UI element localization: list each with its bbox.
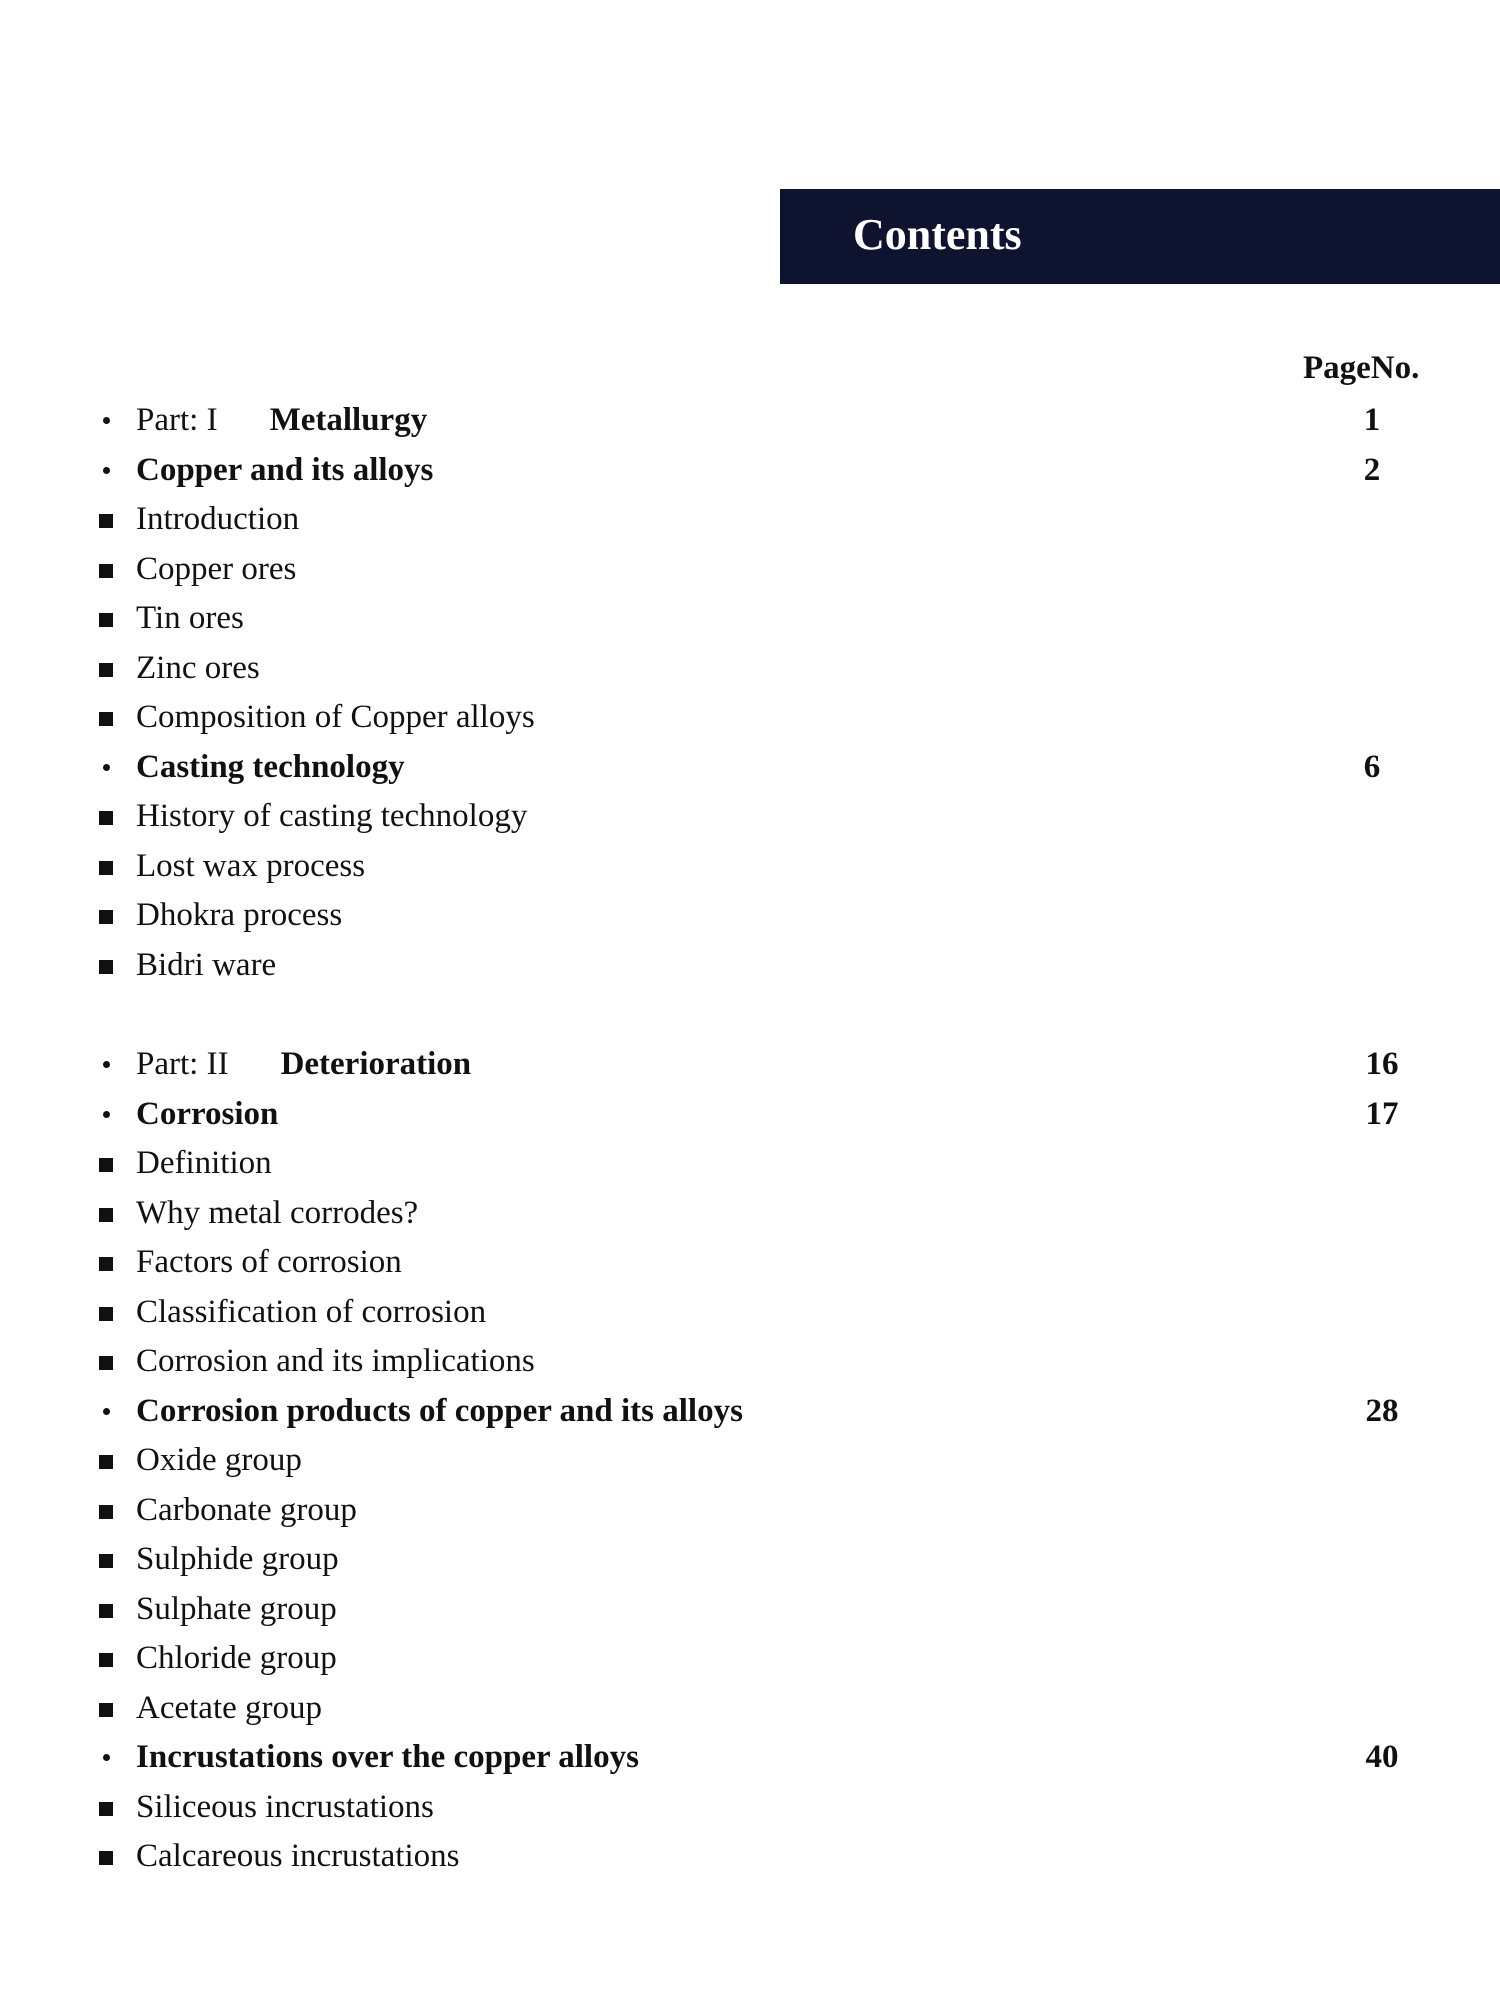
toc-entry-section [0,794,1500,838]
section-title: Dhokra process [136,897,343,933]
section-title: Introduction [136,501,300,537]
bullet-square-icon [96,1339,116,1383]
part-title: Deterioration [280,1046,472,1082]
toc-entry-section [0,1438,1500,1482]
toc-entry-section [0,893,1500,937]
bullet-square-icon [96,1438,116,1482]
chapter-title: Copper and its alloys [136,452,434,488]
section-title: Classification of corrosion [136,1294,487,1330]
page-number: 28 [1365,1393,1399,1429]
toc-entry-part [0,398,1500,442]
toc-entry-section [0,547,1500,591]
bullet-dot-icon [96,1092,116,1136]
toc-entry-section [0,1587,1500,1631]
page-number: 1 [1363,402,1381,438]
chapter-title: Casting technology [136,749,405,785]
section-title: Copper ores [136,551,297,587]
section-title: Siliceous incrustations [136,1789,434,1825]
toc-entry-section [0,695,1500,739]
toc-entry-section [0,1537,1500,1581]
bullet-dot-icon [96,745,116,789]
bullet-dot-icon [96,448,116,492]
toc-entry-section [0,1290,1500,1334]
chapter-title: Corrosion products of copper and its alloys [136,1393,743,1429]
bullet-dot-icon [96,1389,116,1433]
toc-entry-section [0,1686,1500,1730]
toc-entry-section [0,497,1500,541]
part-label: Part: I [136,402,218,438]
bullet-square-icon [96,1191,116,1235]
part-title: Metallurgy [269,402,428,438]
bullet-square-icon [96,1636,116,1680]
section-title: Oxide group [136,1442,302,1478]
bullet-square-icon [96,695,116,739]
section-title: Sulphate group [136,1591,337,1627]
page-title: Contents [853,210,1022,259]
toc-entry-section [0,943,1500,987]
bullet-square-icon [96,1537,116,1581]
section-title: Lost wax process [136,848,366,884]
toc-entry-section [0,596,1500,640]
section-title: Composition of Copper alloys [136,699,535,735]
part-heading [136,400,427,440]
bullet-square-icon [96,844,116,888]
section-title: Why metal corrodes? [136,1195,419,1231]
page-number: 16 [1365,1046,1399,1082]
toc-entry-part [0,1042,1500,1086]
section-title: Acetate group [136,1690,322,1726]
toc-entry-section [0,1191,1500,1235]
bullet-square-icon [96,1488,116,1532]
section-title: Corrosion and its implications [136,1343,535,1379]
toc-entry-section [0,844,1500,888]
part-label: Part: II [136,1046,229,1082]
section-title: Tin ores [136,600,244,636]
section-title: Zinc ores [136,650,260,686]
toc-entry-section [0,1141,1500,1185]
page-number-column-heading: PageNo. [1303,350,1420,386]
section-title: Definition [136,1145,272,1181]
bullet-dot-icon [96,1735,116,1779]
toc-entry-chapter [0,745,1500,789]
toc-entry-chapter [0,448,1500,492]
section-title: Calcareous incrustations [136,1838,460,1874]
bullet-square-icon [96,1290,116,1334]
toc-entry-section [0,1834,1500,1878]
section-title: Factors of corrosion [136,1244,402,1280]
bullet-square-icon [96,1686,116,1730]
bullet-square-icon [96,547,116,591]
bullet-square-icon [96,1587,116,1631]
bullet-square-icon [96,596,116,640]
section-title: Bidri ware [136,947,277,983]
toc-entry-section [0,1785,1500,1829]
bullet-square-icon [96,1240,116,1284]
bullet-square-icon [96,1834,116,1878]
toc-entry-section [0,1240,1500,1284]
section-title: History of casting technology [136,798,528,834]
page-number: 40 [1365,1739,1399,1775]
bullet-square-icon [96,1785,116,1829]
page-number: 17 [1365,1096,1399,1132]
toc-entry-section [0,1636,1500,1680]
bullet-dot-icon [96,398,116,442]
toc-entry-section [0,1339,1500,1383]
page-number: 6 [1363,749,1381,785]
bullet-square-icon [96,943,116,987]
toc-entry-chapter [0,1389,1500,1433]
toc-entry-chapter [0,1092,1500,1136]
bullet-square-icon [96,497,116,541]
chapter-title: Incrustations over the copper alloys [136,1739,639,1775]
chapter-title: Corrosion [136,1096,279,1132]
bullet-square-icon [96,1141,116,1185]
section-title: Carbonate group [136,1492,357,1528]
bullet-square-icon [96,646,116,690]
toc-entry-chapter [0,1735,1500,1779]
bullet-square-icon [96,893,116,937]
page-number: 2 [1363,452,1381,488]
toc-entry-section [0,1488,1500,1532]
bullet-dot-icon [96,1042,116,1086]
part-heading [136,1044,471,1084]
toc-entry-section [0,646,1500,690]
section-title: Chloride group [136,1640,337,1676]
bullet-square-icon [96,794,116,838]
section-title: Sulphide group [136,1541,339,1577]
